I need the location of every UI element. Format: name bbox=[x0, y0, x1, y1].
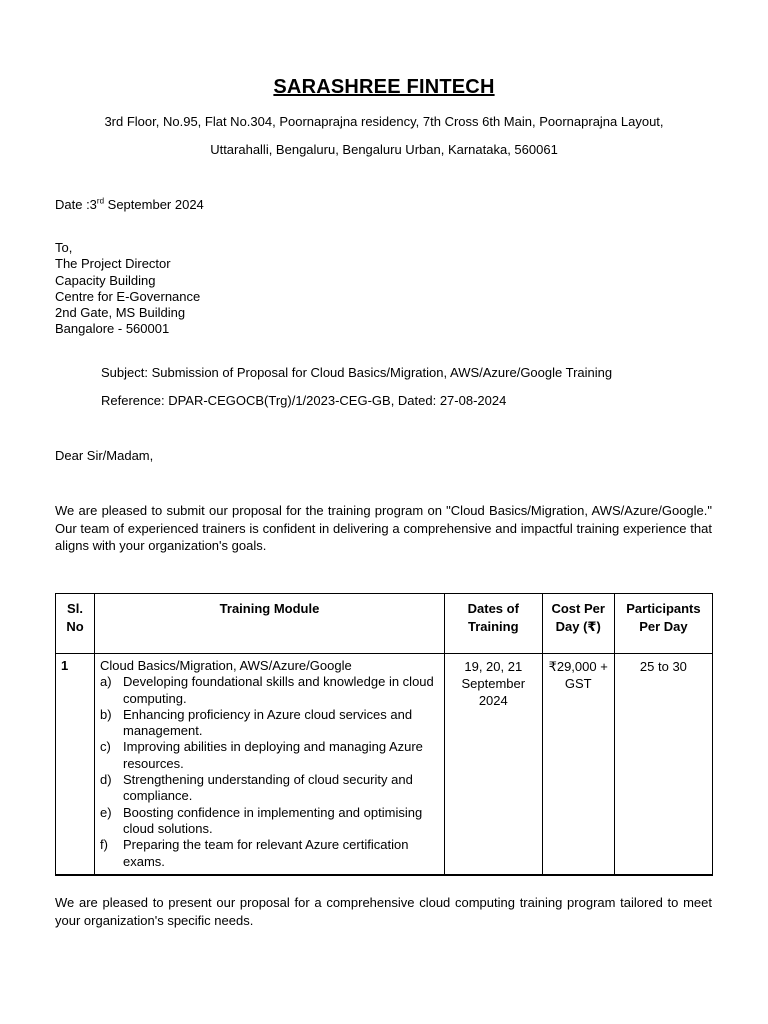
recipient-line: To, bbox=[55, 240, 73, 255]
list-item-text: Developing foundational skills and knowledge in cloud computing. bbox=[123, 674, 434, 706]
module-objectives-list bbox=[100, 674, 439, 870]
list-marker: c) bbox=[100, 739, 111, 755]
date-month-year: September 2024 bbox=[104, 197, 204, 212]
address-line-2: Uttarahalli, Bengaluru, Bengaluru Urban, Karnataka, 560061 bbox=[210, 142, 558, 157]
subject-line: Subject: Submission of Proposal for Cloud Basics/Migration, AWS/Azure/Google Training bbox=[101, 365, 613, 380]
recipient-line: 2nd Gate, MS Building bbox=[55, 305, 186, 321]
list-item bbox=[100, 707, 439, 740]
list-marker: b) bbox=[100, 706, 112, 722]
module-title: Cloud Basics/Migration, AWS/Azure/Google bbox=[100, 658, 352, 673]
cell-participants: 25 to 30 bbox=[614, 654, 712, 875]
table-row bbox=[56, 654, 713, 875]
header-dates: Dates of Training bbox=[445, 594, 543, 654]
list-item-text: Enhancing proficiency in Azure cloud services and management. bbox=[123, 706, 413, 739]
training-table bbox=[55, 593, 713, 876]
salutation: Dear Sir/Madam, bbox=[55, 448, 154, 463]
list-item bbox=[100, 772, 439, 805]
header-sl-no: Sl. No bbox=[56, 594, 95, 654]
reference-line: Reference: DPAR-CEGOCB(Trg)/1/2023-CEG-GB, Dated: 27-08-2024 bbox=[101, 393, 507, 408]
list-marker: d) bbox=[100, 772, 112, 788]
address-line-1: 3rd Floor, No.95, Flat No.304, Poornaprajna residency, 7th Cross 6th Main, Poornaprajna Layout, bbox=[104, 114, 664, 129]
closing-paragraph: We are pleased to present our proposal for a comprehensive cloud computing training program tailored to meet your organization's specific needs. bbox=[55, 895, 712, 928]
cell-sl-no: 1 bbox=[56, 654, 95, 875]
recipient-line: Capacity Building bbox=[55, 272, 156, 288]
list-marker: a) bbox=[100, 674, 112, 690]
recipient-address bbox=[55, 240, 200, 338]
list-item-text: Boosting confidence in implementing and optimising cloud solutions. bbox=[123, 804, 423, 836]
list-item-text: Improving abilities in deploying and managing Azure resources. bbox=[123, 739, 423, 771]
recipient-line: Centre for E-Governance bbox=[55, 288, 201, 304]
cell-training-module bbox=[95, 654, 445, 875]
list-item bbox=[100, 674, 439, 707]
list-item-text: Strengthening understanding of cloud security and compliance. bbox=[123, 772, 413, 804]
list-item bbox=[100, 805, 439, 838]
intro-paragraph: We are pleased to submit our proposal for the training program on "Cloud Basics/Migration, AWS/Azure/Google." Our team of experienced trainers is confident in delivering a comprehensive and impactful training experience that aligns with your organization's goals. bbox=[55, 503, 712, 553]
header-participants: Participants Per Day bbox=[614, 594, 712, 654]
list-item-text: Preparing the team for relevant Azure certification exams. bbox=[123, 837, 409, 869]
table-header-row bbox=[56, 594, 713, 654]
cell-dates: 19, 20, 21 September 2024 bbox=[445, 654, 543, 875]
date-ordinal: rd bbox=[96, 196, 105, 206]
company-title: SARASHREE FINTECH bbox=[273, 76, 495, 98]
list-item bbox=[100, 837, 439, 870]
list-marker: f) bbox=[100, 837, 108, 853]
recipient-line: The Project Director bbox=[55, 256, 171, 272]
header-training-module: Training Module bbox=[95, 594, 445, 654]
date-day: Date :3 bbox=[55, 197, 97, 212]
letter-date bbox=[55, 197, 204, 212]
list-item bbox=[100, 739, 439, 772]
header-cost: Cost Per Day (₹) bbox=[542, 594, 614, 654]
cell-cost: ₹29,000 + GST bbox=[542, 654, 614, 875]
list-marker: e) bbox=[100, 804, 112, 820]
recipient-line: Bangalore - 560001 bbox=[55, 321, 170, 337]
